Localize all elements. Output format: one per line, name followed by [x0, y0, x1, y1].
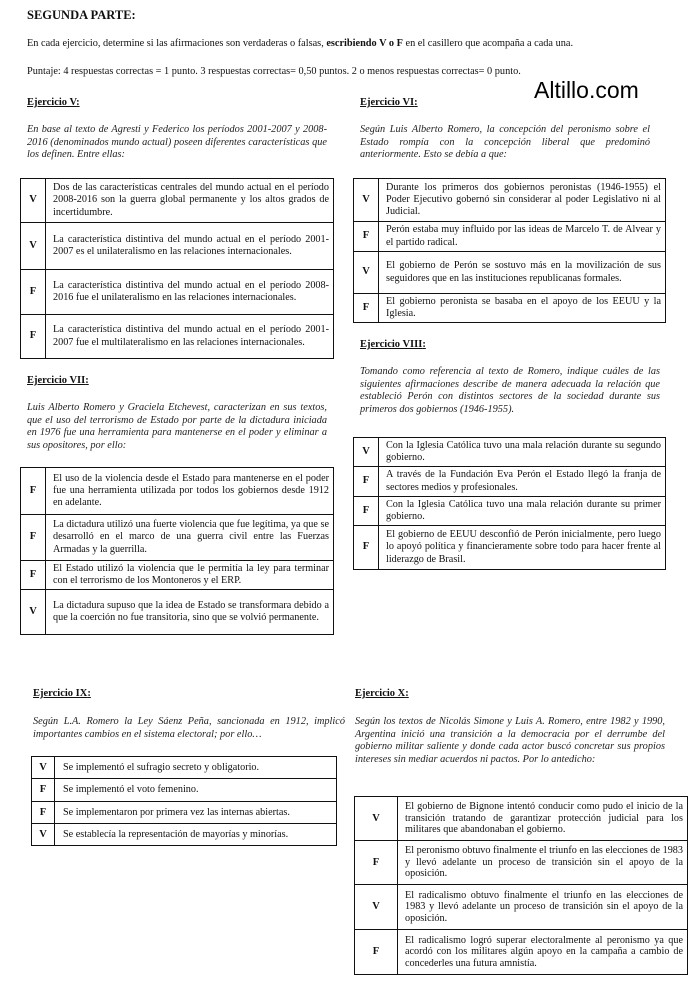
- answer-cell[interactable]: F: [354, 467, 379, 497]
- exercise-vii-heading: Ejercicio VII:: [27, 375, 89, 386]
- table-row: [21, 561, 334, 590]
- statement-cell: El uso de la violencia desde el Estado para mantenerse en el poder fue una herramienta utilizada por todos los gobiernos desde 1912 en adelante.: [46, 468, 334, 515]
- instructions-bold: escribiendo V o F: [326, 38, 403, 49]
- answer-cell[interactable]: F: [32, 779, 55, 802]
- statement-cell: El Estado utilizó la violencia que le permitía la ley para terminar con el terrorismo de los Montoneros y el ERP.: [46, 561, 334, 590]
- table-row: [21, 590, 334, 635]
- statement-cell: La dictadura supuso que la idea de Estado se transformara debido a que la coerción no fue transitoria, sino que se volvió permanente.: [46, 590, 334, 635]
- exercise-viii-table: [353, 437, 666, 570]
- statement-cell: Durante los primeros dos gobiernos peronistas (1946-1955) el Poder Ejecutivo gobernó sin considerar al poder Legislativo ni al Judicial.: [379, 179, 666, 222]
- exercise-v-prompt: En base al texto de Agresti y Federico los períodos 2001-2007 y 2008-2016 (denominados mundo actual) poseen diferentes características que los definen. Entre ellas:: [27, 124, 327, 161]
- answer-cell[interactable]: V: [21, 590, 46, 635]
- page-title: SEGUNDA PARTE:: [27, 8, 136, 22]
- exercise-vii-table: [20, 467, 334, 635]
- table-row: [21, 515, 334, 561]
- answer-cell[interactable]: F: [354, 526, 379, 570]
- statement-cell: A través de la Fundación Eva Perón el Estado llegó la franja de sectores medios y profesionales.: [379, 467, 666, 497]
- answer-cell[interactable]: V: [355, 885, 398, 930]
- table-row: [354, 526, 666, 570]
- statement-cell: La característica distintiva del mundo actual en el período 2001-2007 fue el multilateralismo en las relaciones internacionales.: [46, 315, 334, 359]
- statement-cell: El peronismo obtuvo finalmente el triunfo en las elecciones de 1983 y llevó adelante un proceso de transición sin el apoyo de la oposición.: [398, 841, 688, 885]
- exercise-vi-table: [353, 178, 666, 323]
- exercise-x-table: [354, 796, 688, 975]
- exercise-x-heading: Ejercicio X:: [355, 688, 409, 699]
- statement-cell: Se establecía la representación de mayorías y minorías.: [55, 824, 337, 846]
- statement-cell: Con la Iglesia Católica tuvo una mala relación durante su primer gobierno.: [379, 497, 666, 526]
- answer-cell[interactable]: F: [354, 222, 379, 252]
- scoring-note: Puntaje: 4 respuestas correctas = 1 punto. 3 respuestas correctas= 0,50 puntos. 2 o menos respuestas correctas= 0 punto.: [27, 66, 521, 77]
- exercise-ix-heading: Ejercicio IX:: [33, 688, 91, 699]
- answer-cell[interactable]: F: [355, 841, 398, 885]
- statement-cell: El radicalismo obtuvo finalmente el triunfo en las elecciones de 1983 y llevó adelante un proceso de transición sin el apoyo de la oposición.: [398, 885, 688, 930]
- exercise-ix-prompt: Según L.A. Romero la Ley Sáenz Peña, sancionada en 1912, implicó importantes cambios en el sistema electoral; por ello…: [33, 716, 345, 740]
- table-row: [355, 930, 688, 975]
- statement-cell: Se implementaron por primera vez las internas abiertas.: [55, 802, 337, 824]
- table-row: [32, 802, 337, 824]
- statement-cell: Se implementó el voto femenino.: [55, 779, 337, 802]
- statement-cell: Se implementó el sufragio secreto y obligatorio.: [55, 757, 337, 779]
- statement-cell: El gobierno de Perón se sostuvo más en la movilización de sus seguidores que en las instituciones republicanas formales.: [379, 252, 666, 294]
- answer-cell[interactable]: F: [354, 294, 379, 323]
- answer-cell[interactable]: F: [21, 468, 46, 515]
- statement-cell: La dictadura utilizó una fuerte violencia que fue legítima, ya que se desarrolló en el marco de una guerra civil entre las Fuerzas Armadas y la guerrilla.: [46, 515, 334, 561]
- answer-cell[interactable]: V: [21, 223, 46, 270]
- answer-cell[interactable]: F: [32, 802, 55, 824]
- table-row: [21, 223, 334, 270]
- table-row: [354, 179, 666, 222]
- table-row: [354, 294, 666, 323]
- exercise-vi-heading: Ejercicio VI:: [360, 97, 418, 108]
- statement-cell: Con la Iglesia Católica tuvo una mala relación durante su segundo gobierno.: [379, 438, 666, 467]
- answer-cell[interactable]: F: [21, 270, 46, 315]
- answer-cell[interactable]: V: [32, 757, 55, 779]
- table-row: [354, 252, 666, 294]
- statement-cell: El gobierno de EEUU desconfió de Perón inicialmente, pero luego lo apoyó política y financieramente sobre todo para hacer frente al liderazgo de Brasil.: [379, 526, 666, 570]
- exercise-ix-table: [31, 756, 337, 846]
- statement-cell: La característica distintiva del mundo actual en el período 2008-2016 fue el unilateralismo en las relaciones internacionales.: [46, 270, 334, 315]
- answer-cell[interactable]: F: [21, 561, 46, 590]
- instructions-text-end: en el casillero que acompaña a cada una.: [402, 38, 574, 49]
- statement-cell: La característica distintiva del mundo actual en el período 2001-2007 es el unilateralismo en las relaciones internacionales.: [46, 223, 334, 270]
- exercise-viii-heading: Ejercicio VIII:: [360, 339, 426, 350]
- table-row: [355, 841, 688, 885]
- table-row: [21, 468, 334, 515]
- brand-watermark: Altillo.com: [534, 77, 639, 103]
- answer-cell[interactable]: F: [21, 315, 46, 359]
- answer-cell[interactable]: F: [21, 515, 46, 561]
- table-row: [32, 824, 337, 846]
- statement-cell: El gobierno de Bignone intentó conducir como pudo el inicio de la transición tratando de garantizar protección judicial para los militares que abandonaban el gobierno.: [398, 797, 688, 841]
- table-row: [32, 757, 337, 779]
- table-row: [354, 222, 666, 252]
- table-row: [21, 179, 334, 223]
- table-row: [355, 885, 688, 930]
- instructions: [27, 38, 649, 51]
- table-row: [32, 779, 337, 802]
- table-row: [21, 270, 334, 315]
- answer-cell[interactable]: F: [355, 930, 398, 975]
- exercise-x-prompt: Según los textos de Nicolás Simone y Luis A. Romero, entre 1982 y 1990, Argentina inició una transición a la democracia por el derrumbe del gobierno militar saliente y donde cada actor buscó concretar sus propios intereses sin mediar acuerdos ni pactos. Por lo antedicho:: [355, 716, 665, 765]
- table-row: [354, 467, 666, 497]
- answer-cell[interactable]: V: [21, 179, 46, 223]
- table-row: [354, 438, 666, 467]
- exercise-vii-prompt: Luis Alberto Romero y Graciela Etchevest, caracterizan en sus textos, que el uso del terrorismo de Estado por parte de la dictadura iniciada en 1976 fue una herramienta para mantenerse en el poder y eliminar a sus opositores, por ello:: [27, 402, 327, 451]
- statement-cell: Dos de las características centrales del mundo actual en el período 2008-2016 son la guerra global permanente y los altos grados de incertidumbre.: [46, 179, 334, 223]
- answer-cell[interactable]: V: [355, 797, 398, 841]
- table-row: [21, 315, 334, 359]
- exercise-vi-prompt: Según Luis Alberto Romero, la concepción del peronismo sobre el Estado rompía con la concepción liberal que predominó anteriormente. Esto se debía a que:: [360, 124, 650, 161]
- answer-cell[interactable]: V: [354, 252, 379, 294]
- table-row: [355, 797, 688, 841]
- exercise-v-heading: Ejercicio V:: [27, 97, 80, 108]
- statement-cell: Perón estaba muy influido por las ideas de Marcelo T. de Alvear y el partido radical.: [379, 222, 666, 252]
- exercise-v-table: [20, 178, 334, 359]
- table-row: [354, 497, 666, 526]
- statement-cell: El gobierno peronista se basaba en el apoyo de los EEUU y la Iglesia.: [379, 294, 666, 323]
- answer-cell[interactable]: F: [354, 497, 379, 526]
- statement-cell: El radicalismo logró superar electoralmente al peronismo ya que acordó con los militares algún apoyo en la campaña a cambio de concederles una futura amnistía.: [398, 930, 688, 975]
- answer-cell[interactable]: V: [354, 179, 379, 222]
- answer-cell[interactable]: V: [354, 438, 379, 467]
- instructions-text: En cada ejercicio, determine si las afirmaciones son verdaderas o falsas,: [27, 38, 327, 49]
- exercise-viii-prompt: Tomando como referencia al texto de Romero, indique cuáles de las siguientes afirmaciones describe de manera adecuada la relación que estableció Perón con distintos sectores de la sociedad durante sus primeros dos gobiernos (1946-1955).: [360, 366, 660, 415]
- answer-cell[interactable]: V: [32, 824, 55, 846]
